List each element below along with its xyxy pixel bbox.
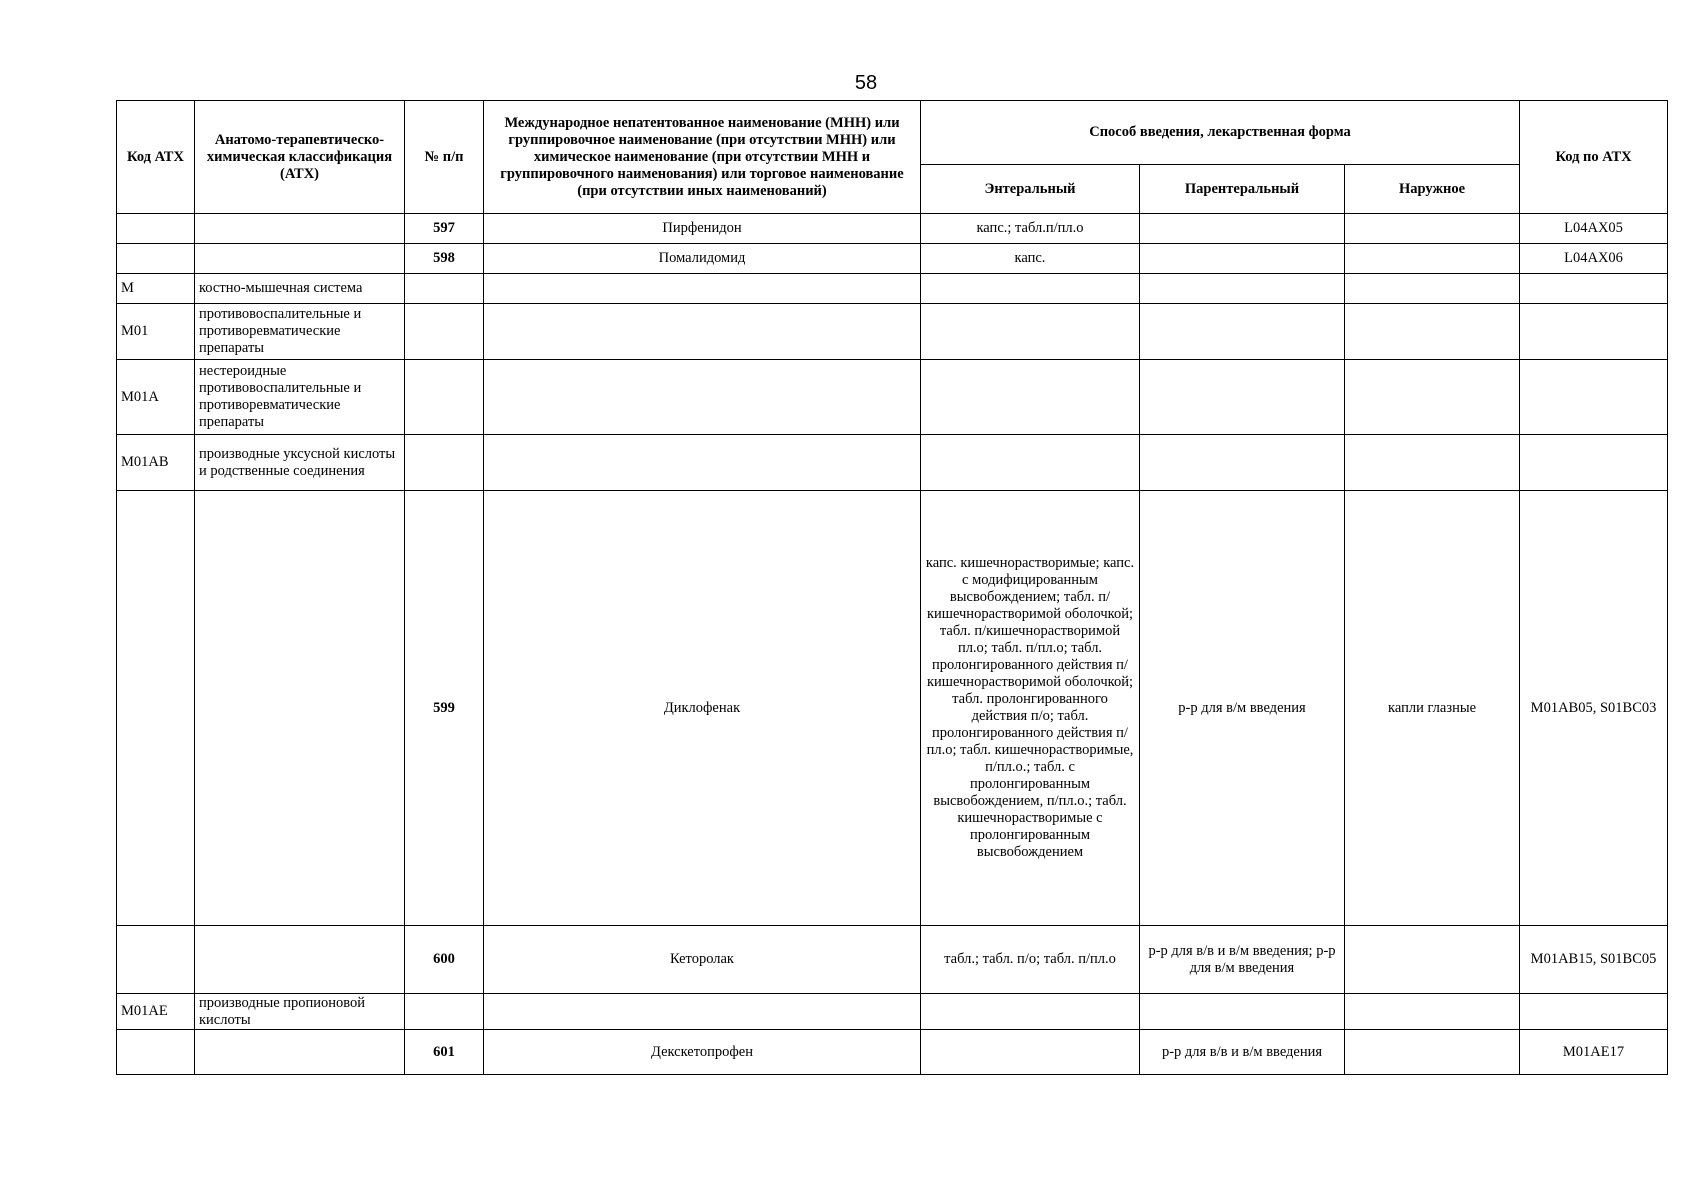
cell-atx <box>1520 435 1668 491</box>
header-enteral: Энтеральный <box>921 165 1140 214</box>
cell-name <box>484 360 921 435</box>
header-code-atx: Код по АТХ <box>1520 101 1668 214</box>
table-body <box>117 214 1668 1075</box>
table-row <box>117 360 1668 435</box>
cell-code <box>117 214 195 244</box>
cell-external <box>1345 274 1520 304</box>
cell-code <box>117 244 195 274</box>
cell-enteral <box>921 360 1140 435</box>
cell-num <box>405 360 484 435</box>
cell-external <box>1345 994 1520 1030</box>
cell-enteral <box>921 1030 1140 1075</box>
table-row <box>117 926 1668 994</box>
cell-code <box>117 926 195 994</box>
table-row <box>117 435 1668 491</box>
cell-class: костно-мышечная система <box>195 274 405 304</box>
cell-external <box>1345 360 1520 435</box>
cell-external: капли глазные <box>1345 491 1520 926</box>
cell-class <box>195 244 405 274</box>
cell-class: противовоспалительные и противоревматические препараты <box>195 304 405 360</box>
page-number: 58 <box>854 72 878 94</box>
cell-code: M <box>117 274 195 304</box>
cell-name: Помалидомид <box>484 244 921 274</box>
table-row <box>117 244 1668 274</box>
cell-code: M01AB <box>117 435 195 491</box>
cell-external <box>1345 244 1520 274</box>
cell-atx: M01AB15, S01BC05 <box>1520 926 1668 994</box>
cell-name <box>484 435 921 491</box>
cell-code: M01A <box>117 360 195 435</box>
cell-atx: L04AX05 <box>1520 214 1668 244</box>
cell-class: производные уксусной кислоты и родственные соединения <box>195 435 405 491</box>
header-num: № п/п <box>405 101 484 214</box>
cell-parenteral <box>1140 214 1345 244</box>
cell-external <box>1345 214 1520 244</box>
cell-name: Декскетопрофен <box>484 1030 921 1075</box>
cell-enteral: капс. кишечнорастворимые; капс. с модифицированным высвобождением; табл. п/кишечнорастворимой оболочкой; табл. п/кишечнорастворимой пл.о; табл. п/пл.о; табл. пролонгированного действия п/кишечнорастворимой оболочкой; табл. пролонгированного действия п/о; табл. пролонгированного действия п/пл.о; табл. кишечнорастворимые, п/пл.о.; табл. с пролонгированным высвобождением, п/пл.о.; табл. кишечнорастворимые с пролонгированным высвобождением <box>921 491 1140 926</box>
cell-num: 601 <box>405 1030 484 1075</box>
cell-class <box>195 1030 405 1075</box>
cell-atx: M01AB05, S01BC03 <box>1520 491 1668 926</box>
cell-class: производные пропионовой кислоты <box>195 994 405 1030</box>
table-row <box>117 304 1668 360</box>
cell-parenteral <box>1140 244 1345 274</box>
header-atx-class: Анатомо-терапевтическо-химическая классификация (АТХ) <box>195 101 405 214</box>
cell-class <box>195 214 405 244</box>
cell-parenteral: р-р для в/в и в/м введения <box>1140 1030 1345 1075</box>
cell-num <box>405 994 484 1030</box>
header-parenteral: Парентеральный <box>1140 165 1345 214</box>
cell-atx <box>1520 304 1668 360</box>
cell-num: 597 <box>405 214 484 244</box>
cell-name <box>484 994 921 1030</box>
header-inn: Международное непатентованное наименование (МНН) или группировочное наименование (при отсутствии МНН) или химическое наименование (при отсутствии МНН и группировочного наименования) или торговое наименование (при отсутствии иных наименований) <box>484 101 921 214</box>
cell-num <box>405 274 484 304</box>
cell-num: 600 <box>405 926 484 994</box>
cell-atx <box>1520 360 1668 435</box>
header-external: Наружное <box>1345 165 1520 214</box>
cell-parenteral <box>1140 274 1345 304</box>
cell-parenteral: р-р для в/м введения <box>1140 491 1345 926</box>
cell-name <box>484 304 921 360</box>
cell-num <box>405 435 484 491</box>
cell-name <box>484 274 921 304</box>
cell-external <box>1345 304 1520 360</box>
header-row <box>117 101 1668 165</box>
cell-enteral: капс.; табл.п/пл.о <box>921 214 1140 244</box>
cell-class <box>195 926 405 994</box>
cell-external <box>1345 1030 1520 1075</box>
cell-num <box>405 304 484 360</box>
cell-atx <box>1520 994 1668 1030</box>
table-header <box>117 101 1668 214</box>
cell-atx: M01AE17 <box>1520 1030 1668 1075</box>
table-row <box>117 1030 1668 1075</box>
cell-parenteral <box>1140 304 1345 360</box>
cell-atx: L04AX06 <box>1520 244 1668 274</box>
header-route: Способ введения, лекарственная форма <box>921 101 1520 165</box>
cell-class: нестероидные противовоспалительные и противоревматические препараты <box>195 360 405 435</box>
cell-enteral <box>921 274 1140 304</box>
table-row <box>117 274 1668 304</box>
cell-external <box>1345 926 1520 994</box>
cell-external <box>1345 435 1520 491</box>
cell-parenteral <box>1140 994 1345 1030</box>
cell-enteral: табл.; табл. п/о; табл. п/пл.о <box>921 926 1140 994</box>
cell-num: 599 <box>405 491 484 926</box>
cell-enteral <box>921 994 1140 1030</box>
cell-name: Пирфенидон <box>484 214 921 244</box>
cell-enteral: капс. <box>921 244 1140 274</box>
cell-parenteral <box>1140 360 1345 435</box>
cell-code <box>117 491 195 926</box>
cell-parenteral <box>1140 435 1345 491</box>
cell-enteral <box>921 304 1140 360</box>
table-row <box>117 994 1668 1030</box>
cell-code: M01AE <box>117 994 195 1030</box>
header-code: Код АТХ <box>117 101 195 214</box>
cell-name: Диклофенак <box>484 491 921 926</box>
table-row <box>117 491 1668 926</box>
atx-table <box>116 100 1668 1075</box>
table-row <box>117 214 1668 244</box>
cell-code: M01 <box>117 304 195 360</box>
cell-name: Кеторолак <box>484 926 921 994</box>
cell-atx <box>1520 274 1668 304</box>
cell-class <box>195 491 405 926</box>
cell-enteral <box>921 435 1140 491</box>
cell-num: 598 <box>405 244 484 274</box>
cell-code <box>117 1030 195 1075</box>
cell-parenteral: р-р для в/в и в/м введения; р-р для в/м введения <box>1140 926 1345 994</box>
